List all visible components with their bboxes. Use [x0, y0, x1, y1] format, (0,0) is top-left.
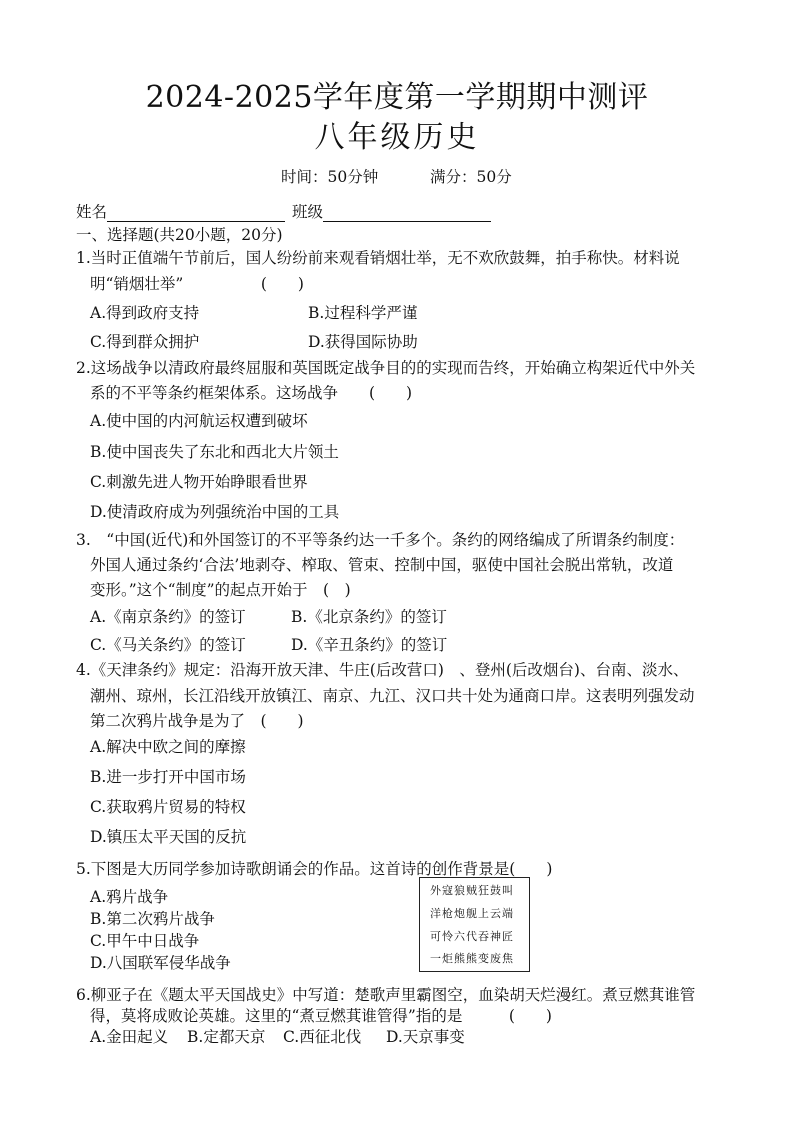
name-blank[interactable] — [107, 205, 285, 222]
question-stem: 3. “中国(近代)和外国签订的不平等条约达一千多个。条约的网络编成了所谓条约制度： — [76, 531, 685, 549]
option-d[interactable]: D.天京事变 — [386, 1028, 465, 1046]
question-stem: 潮州、琼州，长江沿线开放镇江、南京、九江、汉口共十处为通商口岸。这表明列强发动 — [90, 687, 695, 705]
option-d[interactable]: D.八国联军侵华战争 — [90, 954, 231, 972]
name-field[interactable] — [76, 202, 285, 222]
option-a[interactable]: A.使中国的内河航运权遭到破坏 — [90, 412, 308, 430]
option-d[interactable]: D.镇压太平天国的反抗 — [90, 828, 247, 846]
option-d[interactable]: D.使清政府成为列强统治中国的工具 — [90, 503, 340, 521]
exam-title: 2024-2025学年度第一学期期中测评 — [145, 80, 649, 115]
poem-line: 外寇狼贼狂鼓叫 — [430, 884, 514, 897]
poem-line: 一炬熊熊变废焦 — [430, 952, 514, 965]
option-b[interactable]: B.过程科学严谨 — [308, 304, 418, 322]
option-a[interactable]: A.金田起义 — [90, 1028, 169, 1046]
question-stem: 明“销烟壮举” ( ) — [90, 275, 304, 293]
question-stem: 变形。”这个“制度”的起点开始于 ( ) — [90, 581, 351, 599]
name-label: 姓名 — [76, 203, 108, 221]
question-stem: 2.这场战争以清政府最终屈服和英国既定战争目的的实现而告终，开始确立构架近代中外关 — [76, 359, 696, 377]
class-field[interactable] — [292, 202, 491, 222]
poem-line: 可怜六代吞神匠 — [430, 930, 514, 943]
option-b[interactable]: B.第二次鸦片战争 — [90, 910, 215, 928]
option-c[interactable]: C.刺激先进人物开始睁眼看世界 — [90, 473, 308, 491]
option-a[interactable]: A.《南京条约》的签订 — [90, 608, 246, 626]
question-stem: 1.当时正值端午节前后，国人纷纷前来观看销烟壮举，无不欢欣鼓舞，拍手称快。材料说 — [76, 249, 680, 267]
option-c[interactable]: C.甲午中日战争 — [90, 932, 200, 950]
exam-score: 满分：50分 — [430, 168, 512, 186]
option-b[interactable]: B.进一步打开中国市场 — [90, 768, 246, 786]
class-blank[interactable] — [323, 205, 491, 222]
option-b[interactable]: B.定都天京 — [187, 1028, 266, 1046]
question-stem: 6.柳亚子在《题太平天国战史》中写道：楚歌声里霸图空，血染胡天烂漫红。煮豆燃萁谁管 — [76, 986, 696, 1004]
option-b[interactable]: B.使中国丧失了东北和西北大片领土 — [90, 443, 339, 461]
poem-line: 洋枪炮舰上云端 — [430, 907, 514, 920]
option-d[interactable]: D.获得国际协助 — [308, 333, 418, 351]
option-c[interactable]: C.得到群众拥护 — [90, 333, 200, 351]
question-stem: 系的不平等条约框架体系。这场战争 ( ) — [90, 384, 413, 402]
option-a[interactable]: A.鸦片战争 — [90, 888, 169, 906]
option-c[interactable]: C.获取鸦片贸易的特权 — [90, 798, 246, 816]
option-a[interactable]: A.得到政府支持 — [90, 304, 200, 322]
option-c[interactable]: C.西征北伐 — [283, 1028, 362, 1046]
question-stem: 5.下图是大历同学参加诗歌朗诵会的作品。这首诗的创作背景是( ) — [76, 860, 553, 878]
exam-time: 时间：50分钟 — [281, 168, 379, 186]
option-b[interactable]: B.《北京条约》的签订 — [291, 608, 447, 626]
question-stem: 外国人通过条约‘合法’地剥夺、榨取、管束、控制中国，驱使中国社会脱出常轨，改道 — [90, 556, 674, 574]
class-label: 班级 — [292, 203, 324, 221]
poem-card — [419, 877, 530, 972]
exam-subject: 八年级历史 — [314, 120, 480, 155]
question-stem: 得，莫将成败论英雄。这里的“煮豆燃萁谁管得”指的是 ( ) — [90, 1007, 552, 1025]
section-heading: 一、选择题(共20小题，20分) — [76, 226, 283, 244]
option-d[interactable]: D.《辛丑条约》的签订 — [291, 636, 448, 654]
option-c[interactable]: C.《马关条约》的签订 — [90, 636, 246, 654]
question-stem: 4.《天津条约》规定：沿海开放天津、牛庄(后改营口) 、登州(后改烟台)、台南、淡水、 — [76, 661, 689, 679]
question-stem: 第二次鸦片战争是为了 ( ) — [90, 712, 304, 730]
option-a[interactable]: A.解决中欧之间的摩擦 — [90, 738, 246, 756]
